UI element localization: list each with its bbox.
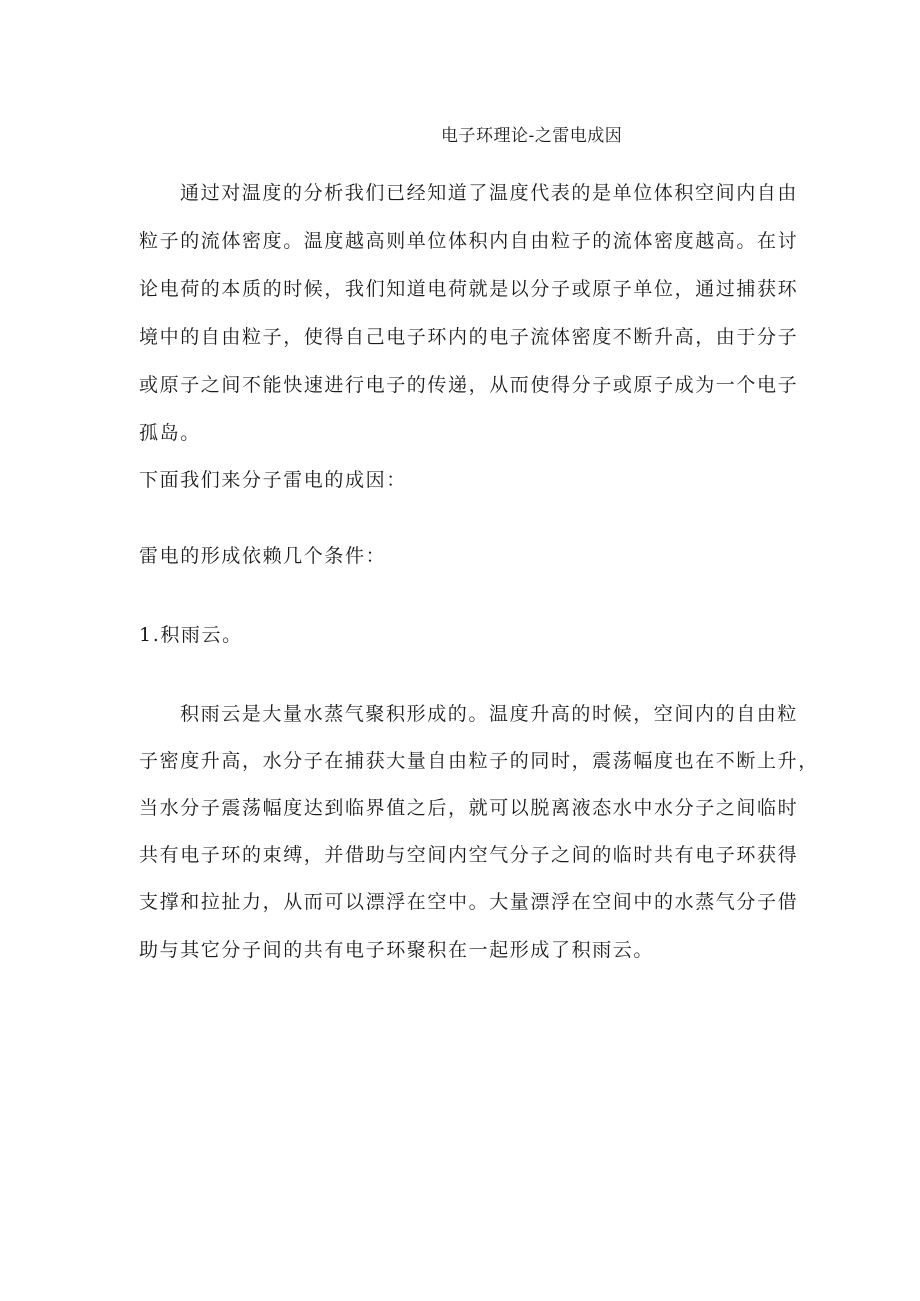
paragraph1-line-4: 境中的自由粒子，使得自己电子环内的电子流体密度不断升高，由于分子	[139, 326, 799, 348]
paragraph2-line-4: 共有电子环的束缚，并借助与空间内空气分子之间的临时共有电子环获得	[139, 844, 799, 866]
item1-heading: 1.积雨云。	[139, 624, 243, 646]
intro-line: 下面我们来分子雷电的成因：	[139, 469, 407, 491]
paragraph2-line-1: 积雨云是大量水蒸气聚积形成的。温度升高的时候，空间内的自由粒	[180, 703, 799, 725]
paragraph2-line-5: 支撑和拉扯力，从而可以漂浮在空中。大量漂浮在空间中的水蒸气分子借	[139, 891, 799, 913]
paragraph1-line-6: 孤岛。	[139, 422, 201, 444]
paragraph1-line-1: 通过对温度的分析我们已经知道了温度代表的是单位体积空间内自由	[180, 182, 799, 204]
paragraph1-line-3: 论电荷的本质的时候，我们知道电荷就是以分子或原子单位，通过捕获环	[139, 278, 799, 300]
paragraph2-line-6: 助与其它分子间的共有电子环聚积在一起形成了积雨云。	[139, 939, 655, 961]
paragraph2-line-2: 子密度升高，水分子在捕获大量自由粒子的同时，震荡幅度也在不断上升，	[139, 750, 819, 772]
paragraph1-line-5: 或原子之间不能快速进行电子的传递，从而使得分子或原子成为一个电子	[139, 374, 799, 396]
document-title: 电子环理论-之雷电成因	[441, 126, 623, 146]
paragraph2-line-3: 当水分子震荡幅度达到临界值之后，就可以脱离液态水中水分子之间临时	[139, 797, 799, 819]
conditions-line: 雷电的形成依赖几个条件：	[139, 545, 387, 567]
paragraph1-line-2: 粒子的流体密度。温度越高则单位体积内自由粒子的流体密度越高。在讨	[139, 230, 799, 252]
